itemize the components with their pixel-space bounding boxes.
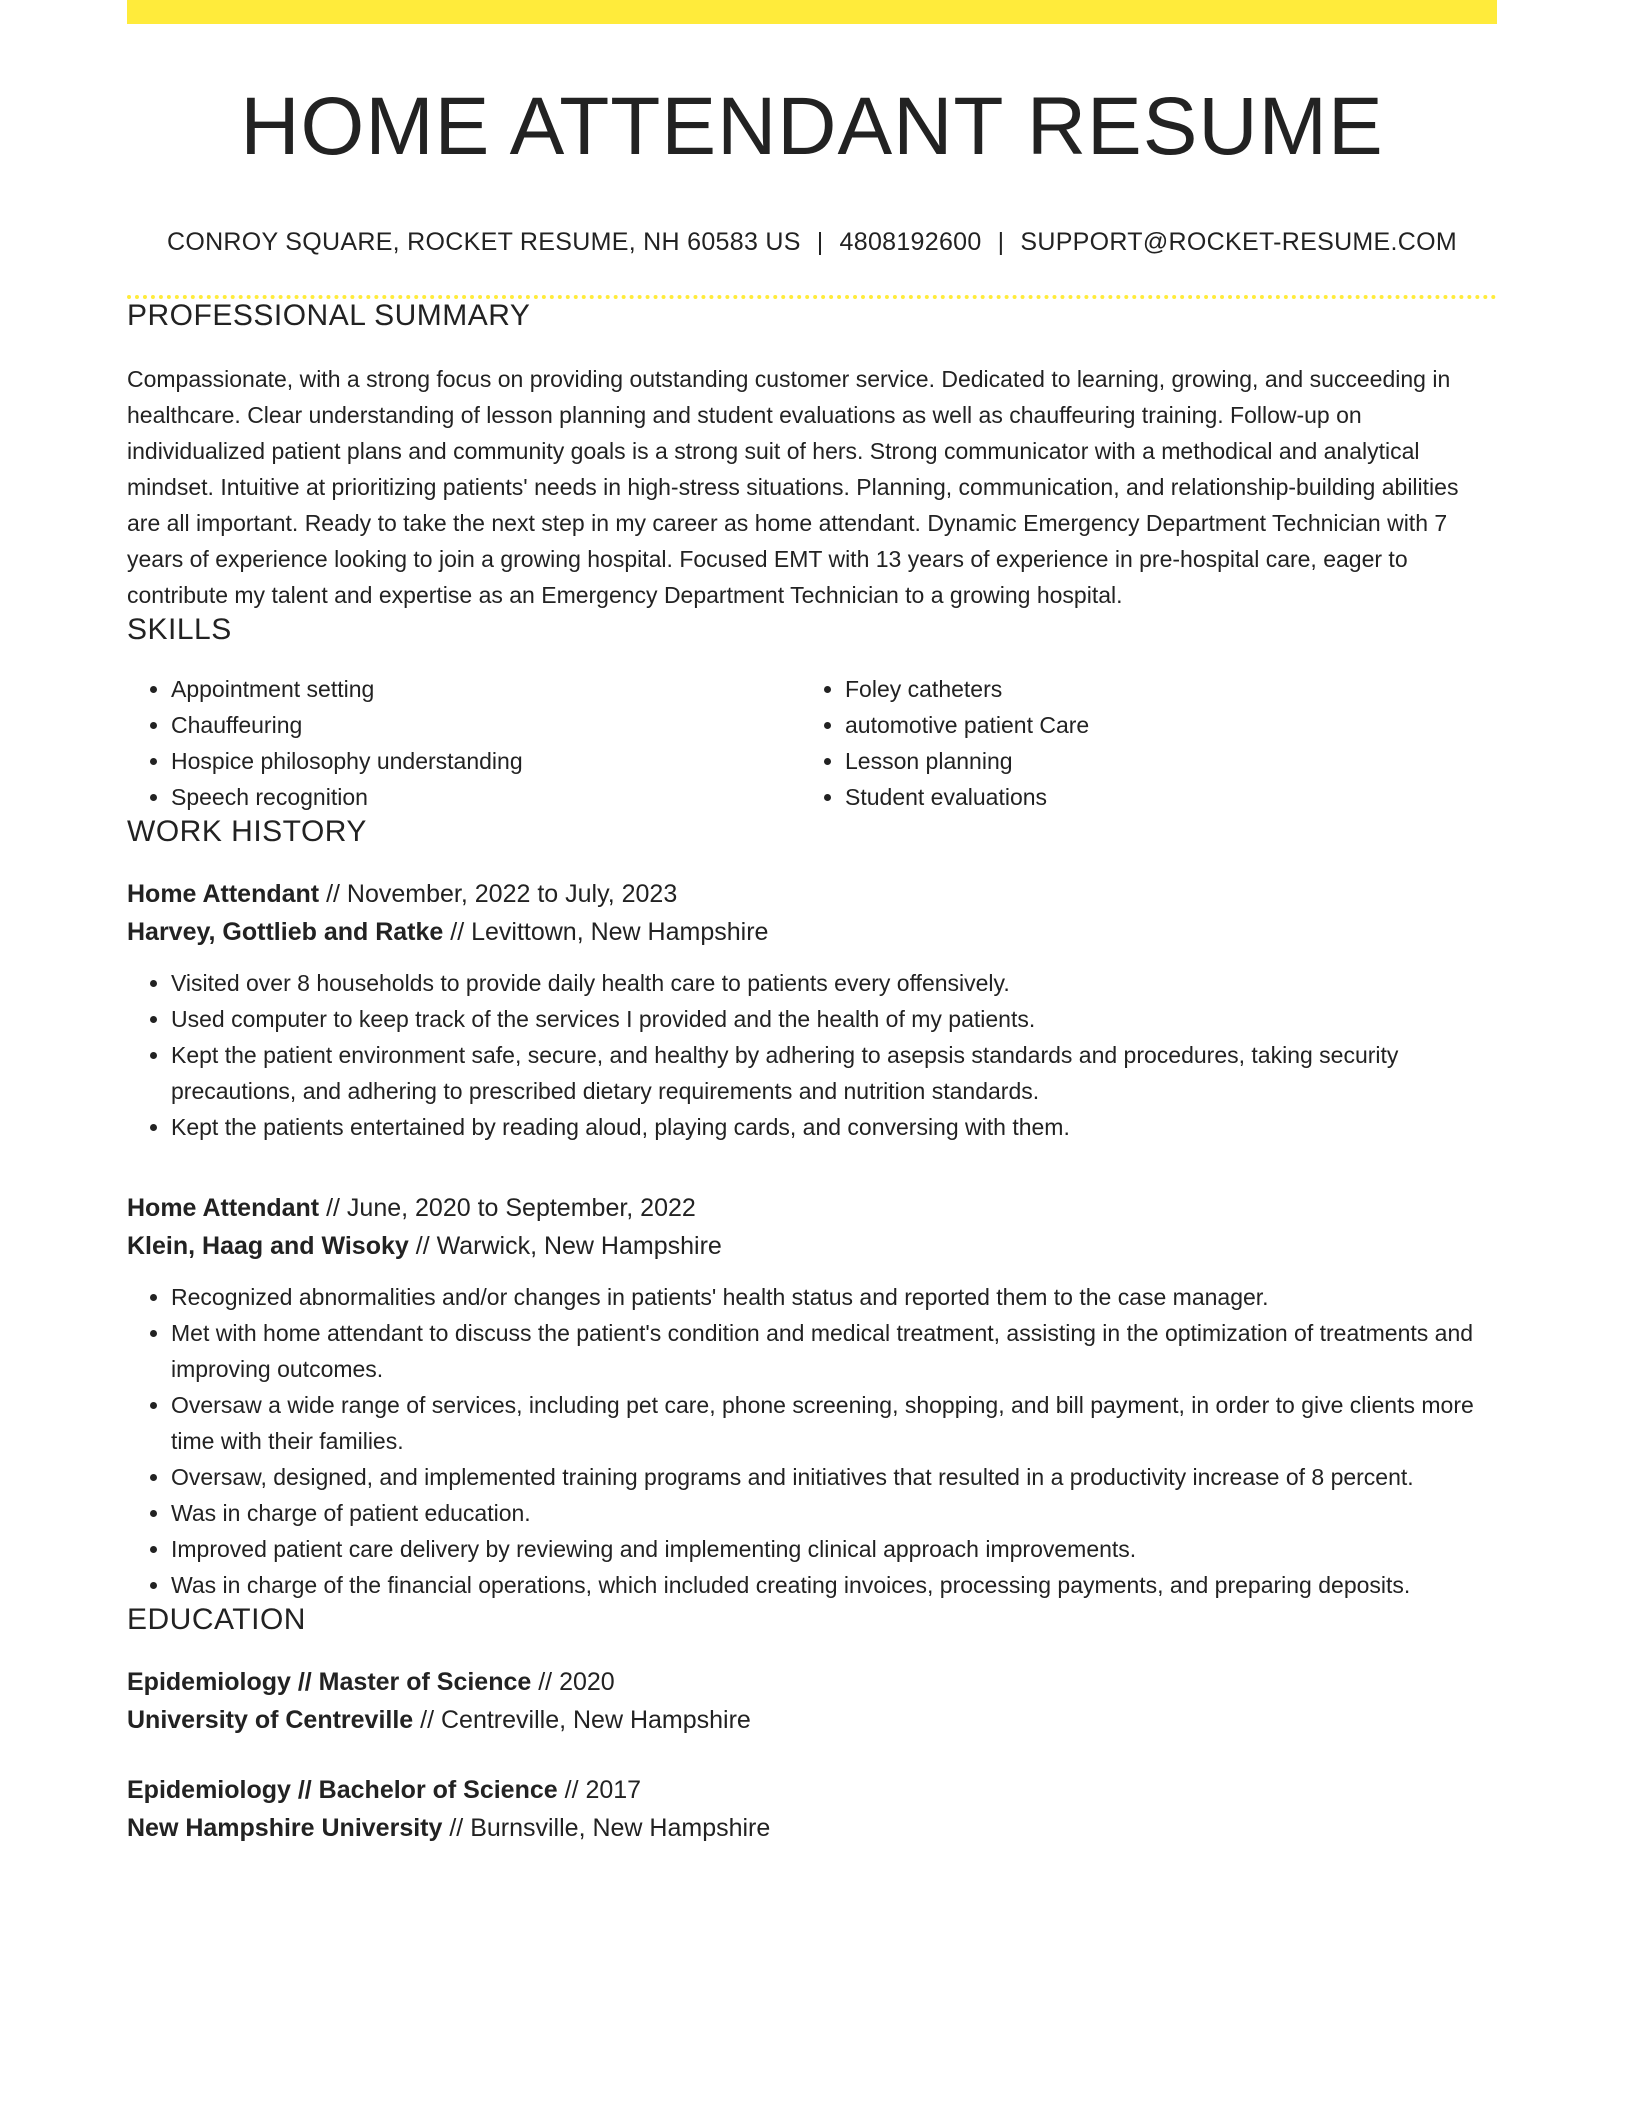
job-company-line bbox=[127, 913, 1497, 951]
job-bullets bbox=[127, 1279, 1497, 1603]
education-location: // Burnsville, New Hampshire bbox=[442, 1814, 771, 1843]
education-entry bbox=[127, 1663, 1497, 1739]
job-bullets bbox=[127, 965, 1497, 1145]
job-bullet: • Improved patient care delivery by reviewing and implementing clinical approach improvements. bbox=[171, 1531, 1497, 1567]
education-school-line bbox=[127, 1809, 1497, 1847]
summary-text: Compassionate, with a strong focus on providing outstanding customer service. Dedicated to learning, growing, and succeeding in healthcare. Clear understanding of lesson planning and student evaluations as well as chauffeuring training. Follow-up on individualized patient plans and community goals is a strong suit of hers. Strong communicator with a methodical and analytical mindset. Intuitive at prioritizing patients' needs in high-stress situations. Planning, communication, and relationship-building abilities are all important. Ready to take the next step in my career as home attendant. Dynamic Emergency Department Technician with 7 years of experience looking to join a growing hospital. Focused EMT with 13 years of experience in pre-hospital care, eager to contribute my talent and expertise as an Emergency Department Technician to a growing hospital. bbox=[127, 366, 1459, 609]
skill-item: • automotive patient Care bbox=[845, 707, 1475, 743]
education-entry bbox=[127, 1771, 1497, 1847]
job-company: Klein, Haag and Wisoky bbox=[127, 1232, 409, 1261]
top-accent-bar bbox=[127, 0, 1497, 24]
job-title-line bbox=[127, 1189, 1497, 1227]
job-title-line bbox=[127, 875, 1497, 913]
contact-phone[interactable]: 4808192600 bbox=[839, 228, 982, 257]
resume-title: HOME ATTENDANT RESUME bbox=[240, 81, 1384, 172]
education-degree: Epidemiology // Bachelor of Science bbox=[127, 1776, 558, 1805]
job-bullet: • Visited over 8 households to provide daily health care to patients every offensively. bbox=[171, 965, 1497, 1001]
skills-column-right bbox=[801, 671, 1475, 815]
education-degree: Epidemiology // Master of Science bbox=[127, 1668, 532, 1697]
job-entry bbox=[127, 1189, 1497, 1603]
skill-item: • Hospice philosophy understanding bbox=[171, 743, 801, 779]
job-dates: // June, 2020 to September, 2022 bbox=[319, 1194, 696, 1223]
education-year: // 2020 bbox=[531, 1668, 615, 1697]
education-degree-line bbox=[127, 1663, 1497, 1701]
contact-address: CONROY SQUARE, ROCKET RESUME, NH 60583 US bbox=[166, 228, 801, 257]
education-school-line bbox=[127, 1701, 1497, 1739]
job-entry bbox=[127, 875, 1497, 1145]
job-title: Home Attendant bbox=[127, 880, 320, 909]
education-school: University of Centreville bbox=[127, 1706, 414, 1735]
resume-page bbox=[127, 0, 1497, 1847]
skill-item: • Speech recognition bbox=[171, 779, 801, 815]
job-bullet: • Was in charge of patient education. bbox=[171, 1495, 1497, 1531]
education-school: New Hampshire University bbox=[127, 1814, 443, 1843]
job-bullet: • Oversaw a wide range of services, including pet care, phone screening, shopping, and bill payment, in order to give clients more time with their families. bbox=[171, 1387, 1497, 1459]
skill-item: • Student evaluations bbox=[845, 779, 1475, 815]
job-company: Harvey, Gottlieb and Ratke bbox=[127, 918, 444, 947]
skills-column-left bbox=[127, 671, 801, 815]
skills-heading: SKILLS bbox=[127, 613, 232, 647]
job-bullet: • Used computer to keep track of the services I provided and the health of my patients. bbox=[171, 1001, 1497, 1037]
job-bullet: • Kept the patients entertained by reading aloud, playing cards, and conversing with them. bbox=[171, 1109, 1497, 1145]
job-bullet: • Was in charge of the financial operations, which included creating invoices, processing payments, and preparing deposits. bbox=[171, 1567, 1497, 1603]
contact-separator: | bbox=[816, 228, 824, 257]
education-degree-line bbox=[127, 1771, 1497, 1809]
contact-separator: | bbox=[997, 228, 1005, 257]
job-bullet: • Met with home attendant to discuss the patient's condition and medical treatment, assisting in the optimization of treatments and improving outcomes. bbox=[171, 1315, 1497, 1387]
skill-item: • Lesson planning bbox=[845, 743, 1475, 779]
contact-email[interactable]: SUPPORT@ROCKET-RESUME.COM bbox=[1020, 228, 1458, 257]
skill-item: • Chauffeuring bbox=[171, 707, 801, 743]
education-heading: EDUCATION bbox=[127, 1603, 306, 1637]
job-location: // Warwick, New Hampshire bbox=[408, 1232, 722, 1261]
skill-item: • Appointment setting bbox=[171, 671, 801, 707]
skills-list bbox=[127, 671, 1497, 815]
job-bullet: • Kept the patient environment safe, secure, and healthy by adhering to asepsis standards and procedures, taking security precautions, and adhering to prescribed dietary requirements and nutrition standards. bbox=[171, 1037, 1497, 1109]
job-location: // Levittown, New Hampshire bbox=[443, 918, 769, 947]
contact-line bbox=[127, 228, 1497, 257]
job-bullet: • Oversaw, designed, and implemented training programs and initiatives that resulted in a productivity increase of 8 percent. bbox=[171, 1459, 1497, 1495]
job-title: Home Attendant bbox=[127, 1194, 320, 1223]
job-dates: // November, 2022 to July, 2023 bbox=[319, 880, 678, 909]
skill-item: • Foley catheters bbox=[845, 671, 1475, 707]
work-history-heading: WORK HISTORY bbox=[127, 815, 367, 849]
job-bullet: • Recognized abnormalities and/or changes in patients' health status and reported them to the case manager. bbox=[171, 1279, 1497, 1315]
summary-heading: PROFESSIONAL SUMMARY bbox=[127, 299, 531, 333]
job-company-line bbox=[127, 1227, 1497, 1265]
education-location: // Centreville, New Hampshire bbox=[413, 1706, 751, 1735]
education-year: // 2017 bbox=[557, 1776, 642, 1805]
